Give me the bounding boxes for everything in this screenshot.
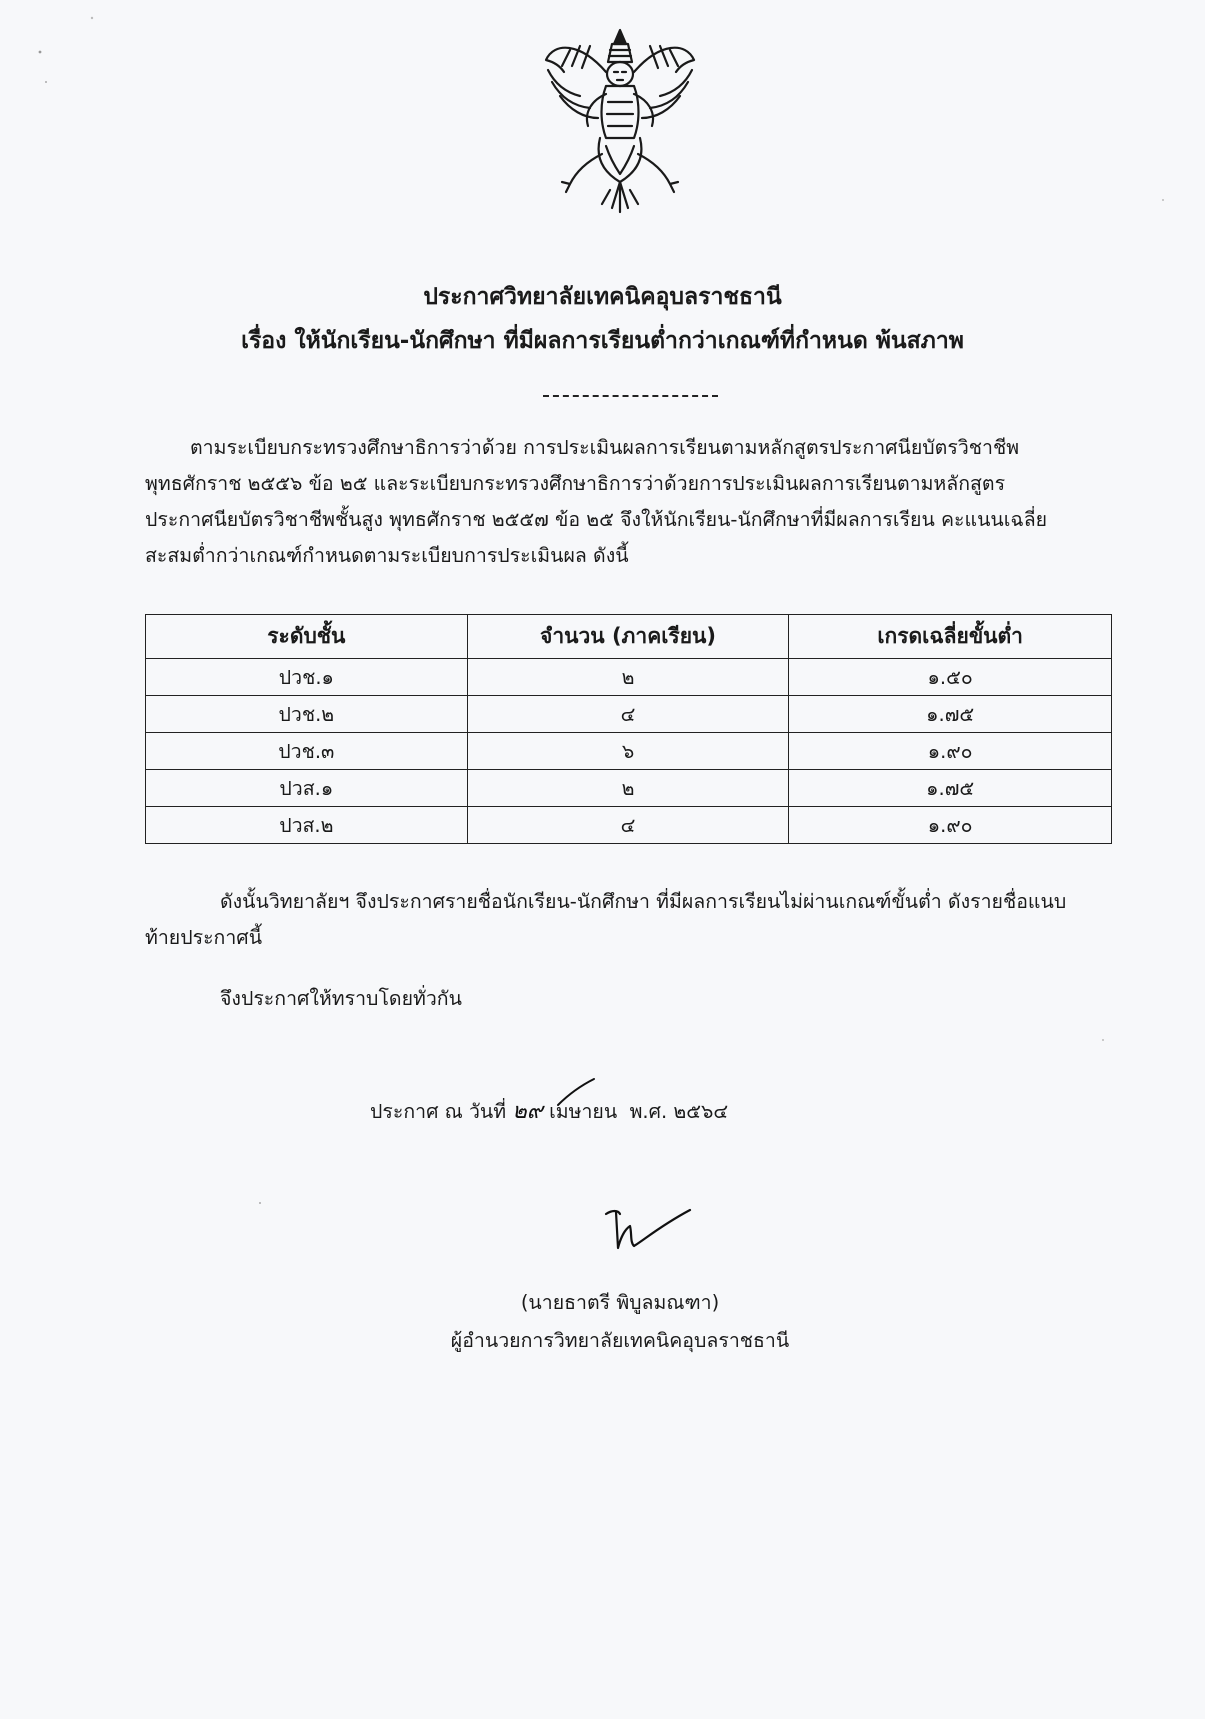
signer-position: ผู้อำนวยการวิทยาลัยเทคนิคอุบลราชธานี — [450, 1329, 790, 1352]
cell-semesters: ๔ — [467, 696, 789, 733]
closing-line: จึงประกาศให้ทราบโดยทั่วกัน — [220, 987, 462, 1010]
garuda-emblem-icon — [540, 22, 700, 217]
cell-min-gpa: ๑.๕๐ — [789, 659, 1112, 696]
cell-level: ปวช.๒ — [146, 696, 468, 733]
intro-paragraph: ตามระเบียบกระทรวงศึกษาธิการว่าด้วย การประเมินผลการเรียนตามหลักสูตรประกาศนียบัตรวิชาชีพ พุทธศักราช ๒๕๕๖ ข้อ ๒๕ และระเบียบกระทรวงศึกษาธิการว่าด้วยการประเมินผลการเรียนตามหลักสูตร ประกาศนียบัตรวิชาชีพชั้นสูง พุทธศักราช ๒๕๕๗ ข้อ ๒๕ จึงให้นักเรียน-นักศึกษาที่มีผลการเรียน คะแนนเฉลี่ยสะสมต่ำกว่าเกณฑ์กำหนดตามระเบียบการประเมินผล ดังนี้ — [145, 436, 1048, 567]
minimum-grade-table — [145, 614, 1112, 844]
cell-min-gpa: ๑.๙๐ — [789, 733, 1112, 770]
table-row — [146, 770, 1112, 807]
cell-semesters: ๔ — [467, 807, 789, 844]
table-row — [146, 733, 1112, 770]
handwritten-signature-icon — [600, 1200, 695, 1260]
cell-level: ปวส.๑ — [146, 770, 468, 807]
table-row — [146, 659, 1112, 696]
announcement-subject: เรื่อง ให้นักเรียน-นักศึกษา ที่มีผลการเรียนต่ำกว่าเกณฑ์ที่กำหนด พ้นสภาพ — [241, 328, 964, 354]
handwritten-day: ๒๙ — [512, 1099, 543, 1124]
conclusion-paragraph: ดังนั้นวิทยาลัยฯ จึงประกาศรายชื่อนักเรียน-นักศึกษา ที่มีผลการเรียนไม่ผ่านเกณฑ์ขั้นต่ำ ดังรายชื่อแนบท้ายประกาศนี้ — [145, 890, 1067, 949]
table-row — [146, 696, 1112, 733]
title-divider — [543, 395, 718, 397]
column-header-min-gpa: เกรดเฉลี่ยขั้นต่ำ — [789, 615, 1112, 659]
handwritten-tick-icon — [522, 1075, 597, 1115]
signer-name: (นายธาตรี พิบูลมณฑา) — [520, 1291, 720, 1314]
date-suffix: เมษายน พ.ศ. ๒๕๖๔ — [542, 1100, 729, 1123]
announcement-title: ประกาศวิทยาลัยเทคนิคอุบลราชธานี — [423, 284, 782, 310]
cell-level: ปวช.๑ — [146, 659, 468, 696]
cell-min-gpa: ๑.๙๐ — [789, 807, 1112, 844]
table-row — [146, 807, 1112, 844]
cell-level: ปวช.๓ — [146, 733, 468, 770]
cell-semesters: ๒ — [467, 770, 789, 807]
column-header-level: ระดับชั้น — [146, 615, 468, 659]
column-header-semesters: จำนวน (ภาคเรียน) — [467, 615, 789, 659]
cell-semesters: ๒ — [467, 659, 789, 696]
cell-semesters: ๖ — [467, 733, 789, 770]
table-header-row — [146, 615, 1112, 659]
date-prefix: ประกาศ ณ วันที่ — [370, 1100, 513, 1123]
cell-min-gpa: ๑.๗๕ — [789, 696, 1112, 733]
cell-level: ปวส.๒ — [146, 807, 468, 844]
cell-min-gpa: ๑.๗๕ — [789, 770, 1112, 807]
